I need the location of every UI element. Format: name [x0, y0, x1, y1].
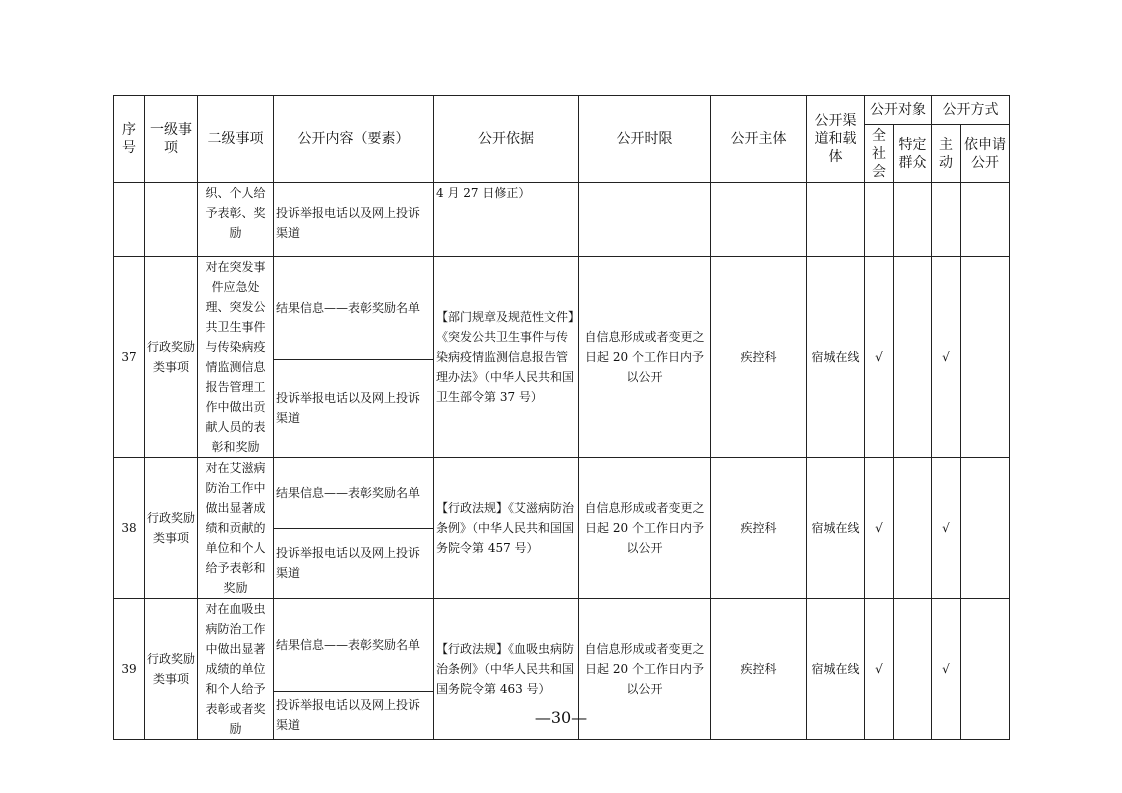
table-row — [114, 458, 1010, 529]
cell-active: √ — [932, 257, 961, 458]
col-header-basis: 公开依据 — [434, 96, 579, 183]
cell-subject: 疾控科 — [711, 257, 807, 458]
cell-seq: 37 — [114, 257, 145, 458]
cell-level2: 织、个人给予表彰、奖励 — [198, 183, 274, 257]
cell-content-complaint: 投诉举报电话以及网上投诉渠道 — [274, 691, 434, 739]
cell-content-result: 结果信息——表彰奖励名单 — [274, 458, 434, 529]
col-header-target-group: 公开对象 — [865, 96, 932, 125]
cell-subject: 疾控科 — [711, 458, 807, 599]
cell-content-result: 结果信息——表彰奖励名单 — [274, 599, 434, 692]
cell-seq — [114, 183, 145, 257]
col-header-channel: 公开渠道和载体 — [807, 96, 865, 183]
col-header-target-all: 全社会 — [865, 125, 894, 183]
cell-timelimit: 自信息形成或者变更之日起 20 个工作日内予以公开 — [579, 257, 711, 458]
cell-seq: 38 — [114, 458, 145, 599]
cell-active: √ — [932, 458, 961, 599]
page-number: —30— — [534, 708, 588, 727]
table-row — [114, 599, 1010, 692]
cell-seq: 39 — [114, 599, 145, 740]
col-header-level1: 一级事项 — [145, 96, 198, 183]
cell-timelimit: 自信息形成或者变更之日起 20 个工作日内予以公开 — [579, 458, 711, 599]
cell-basis: 【行政法规】《血吸虫病防治条例》（中华人民共和国国务院令第 463 号） — [434, 599, 579, 740]
cell-level2: 对在艾滋病防治工作中做出显著成绩和贡献的单位和个人给予表彰和奖励 — [198, 458, 274, 599]
cell-apply — [961, 257, 1010, 458]
col-header-method-apply: 依申请公开 — [961, 125, 1010, 183]
cell-channel — [807, 183, 865, 257]
cell-level1 — [145, 183, 198, 257]
col-header-seq: 序号 — [114, 96, 145, 183]
cell-level1: 行政奖励类事项 — [145, 599, 198, 740]
cell-basis: 【部门规章及规范性文件】《突发公共卫生事件与传染病疫情监测信息报告管理办法》（中华人民共和国卫生部令第 37 号） — [434, 257, 579, 458]
cell-content-result: 结果信息——表彰奖励名单 — [274, 257, 434, 360]
table-row — [114, 257, 1010, 360]
col-header-content: 公开内容（要素） — [274, 96, 434, 183]
cell-content: 投诉举报电话以及网上投诉渠道 — [274, 183, 434, 257]
cell-specific — [894, 183, 932, 257]
col-header-method-group: 公开方式 — [932, 96, 1010, 125]
col-header-method-active: 主动 — [932, 125, 961, 183]
cell-apply — [961, 183, 1010, 257]
cell-all — [865, 183, 894, 257]
col-header-timelimit: 公开时限 — [579, 96, 711, 183]
col-header-level2: 二级事项 — [198, 96, 274, 183]
cell-content-complaint: 投诉举报电话以及网上投诉渠道 — [274, 528, 434, 599]
table-header-row — [114, 96, 1010, 125]
cell-subject: 疾控科 — [711, 599, 807, 740]
cell-level1: 行政奖励类事项 — [145, 257, 198, 458]
cell-all: √ — [865, 257, 894, 458]
table-row-continuation — [114, 183, 1010, 257]
cell-basis: 【行政法规】《艾滋病防治条例》（中华人民共和国国务院令第 457 号） — [434, 458, 579, 599]
cell-specific — [894, 257, 932, 458]
cell-level2: 对在突发事件应急处理、突发公共卫生事件与传染病疫情监测信息报告管理工作中做出贡献人员的表彰和奖励 — [198, 257, 274, 458]
cell-subject — [711, 183, 807, 257]
cell-all: √ — [865, 599, 894, 740]
cell-active: √ — [932, 599, 961, 740]
cell-all: √ — [865, 458, 894, 599]
cell-timelimit: 自信息形成或者变更之日起 20 个工作日内予以公开 — [579, 599, 711, 740]
cell-channel: 宿城在线 — [807, 257, 865, 458]
cell-level1: 行政奖励类事项 — [145, 458, 198, 599]
col-header-target-specific: 特定群众 — [894, 125, 932, 183]
cell-channel: 宿城在线 — [807, 458, 865, 599]
cell-level2: 对在血吸虫病防治工作中做出显著成绩的单位和个人给予表彰或者奖励 — [198, 599, 274, 740]
cell-basis: 4 月 27 日修正） — [434, 183, 579, 257]
cell-specific — [894, 458, 932, 599]
cell-channel: 宿城在线 — [807, 599, 865, 740]
cell-timelimit — [579, 183, 711, 257]
cell-content-complaint: 投诉举报电话以及网上投诉渠道 — [274, 359, 434, 457]
disclosure-table — [113, 95, 1010, 740]
col-header-subject: 公开主体 — [711, 96, 807, 183]
cell-active — [932, 183, 961, 257]
cell-apply — [961, 458, 1010, 599]
